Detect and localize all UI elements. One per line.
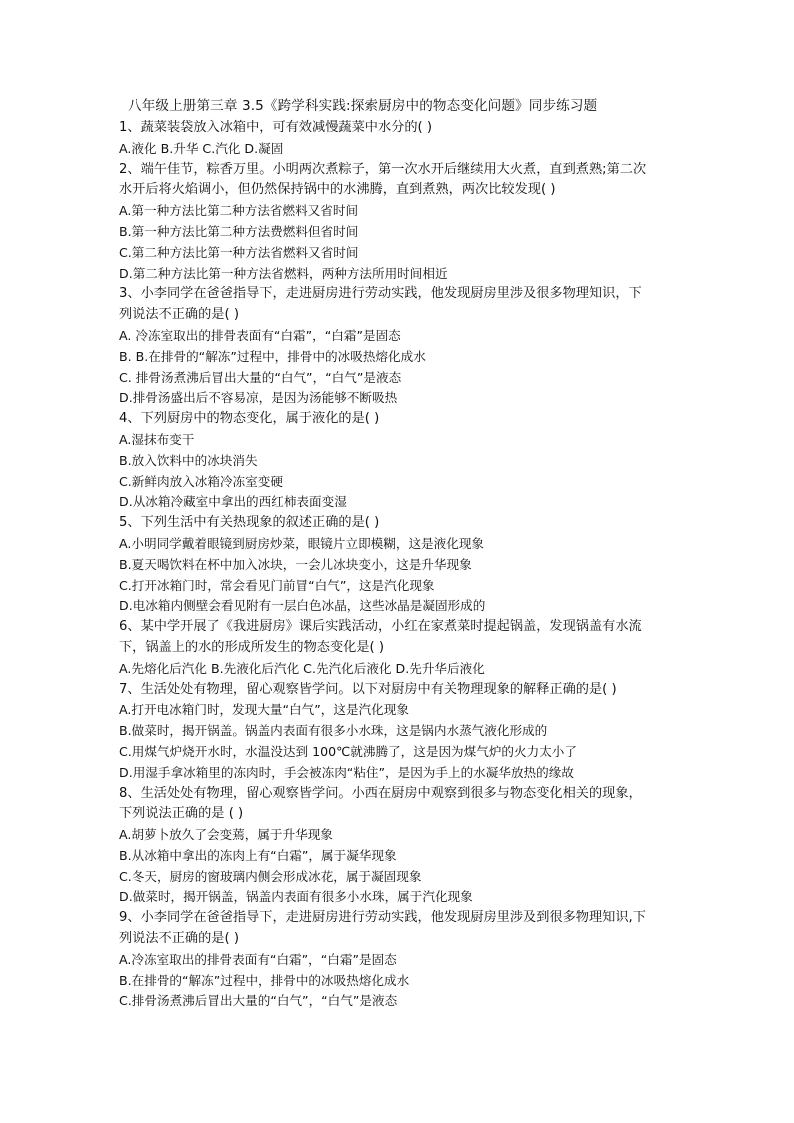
question-8-option-d: D.做菜时，揭开锅盖，锅盖内表面有很多小水珠，属于汽化现象 bbox=[119, 889, 473, 905]
question-2-option-b: B.第一种方法比第二种方法费燃料但省时间 bbox=[119, 223, 359, 239]
question-7-option-a: A.打开电冰箱门时，发现大量“白气”，这是汽化现象 bbox=[119, 702, 409, 718]
question-6-stem: 6、某中学开展了《我进厨房》课后实践活动，小红在家煮菜时提起锅盖，发现锅盖有水流 bbox=[119, 619, 642, 635]
question-9-stem-cont: 列说法不正确的是( ) bbox=[119, 931, 239, 947]
question-9-stem: 9、小李同学在爸爸指导下，走进厨房进行劳动实践，他发现厨房里涉及到很多物理知识,下 bbox=[119, 910, 646, 926]
question-8-option-b: B.从冰箱中拿出的冻肉上有“白霜”，属于凝华现象 bbox=[119, 847, 397, 863]
question-3-option-d: D.排骨汤盛出后不容易凉，是因为汤能够不断吸热 bbox=[119, 390, 398, 406]
question-5-option-d: D.电冰箱内侧壁会看见附有一层白色冰晶，这些冰晶是凝固形成的 bbox=[119, 598, 486, 614]
question-8-option-a: A.胡萝卜放久了会变蔫，属于升华现象 bbox=[119, 827, 333, 843]
question-5-option-a: A.小明同学戴着眼镜到厨房炒菜，眼镜片立即模糊，这是液化现象 bbox=[119, 535, 485, 551]
question-7-option-b: B.做菜时，揭开锅盖。锅盖内表面有很多小水珠，这是锅内水蒸气液化形成的 bbox=[119, 723, 548, 739]
question-4-option-c: C.新鲜肉放入冰箱冷冻室变硬 bbox=[119, 473, 283, 489]
question-3-stem: 3、小李同学在爸爸指导下，走进厨房进行劳动实践，他发现厨房里涉及很多物理知识，下 bbox=[119, 286, 642, 302]
question-list bbox=[119, 118, 679, 1012]
question-2-stem: 2、端午佳节，粽香万里。小明两次煮粽子，第一次水开后继续用大火煮，直到煮熟;第二次 bbox=[119, 161, 647, 177]
question-4-option-a: A.湿抹布变干 bbox=[119, 431, 195, 447]
question-3-option-b: B. B.在排骨的“解冻”过程中，排骨中的冰吸热熔化成水 bbox=[119, 348, 426, 364]
question-2-option-c: C.第二种方法比第一种方法省燃料又省时间 bbox=[119, 244, 359, 260]
question-3-option-a: A. 冷冻室取出的排骨表面有“白霜”，“白霜”是固态 bbox=[119, 327, 401, 343]
question-9-option-b: B.在排骨的“解冻”过程中，排骨中的冰吸热熔化成水 bbox=[119, 972, 410, 988]
question-5-option-c: C.打开冰箱门时，常会看见门前冒“白气”，这是汽化现象 bbox=[119, 577, 435, 593]
question-1-options: A.液化 B.升华 C.汽化 D.凝固 bbox=[119, 140, 284, 156]
question-8-option-c: C.冬天，厨房的窗玻璃内侧会形成冰花，属于凝固现象 bbox=[119, 868, 422, 884]
question-7-option-c: C.用煤气炉烧开水时，水温没达到 100℃就沸腾了，这是因为煤气炉的火力太小了 bbox=[119, 743, 577, 759]
question-1-stem: 1、蔬菜装袋放入冰箱中，可有效减慢蔬菜中水分的( ) bbox=[119, 120, 432, 135]
question-3-option-c: C. 排骨汤煮沸后冒出大量的“白气”，“白气”是液态 bbox=[119, 369, 402, 385]
question-2-option-a: A.第一种方法比第二种方法省燃料又省时间 bbox=[119, 203, 359, 219]
question-3-stem-cont: 列说法不正确的是( ) bbox=[119, 307, 239, 323]
question-7-option-d: D.用湿手拿冰箱里的冻肉时，手会被冻肉“粘住”，是因为手上的水凝华放热的缘故 bbox=[119, 764, 574, 780]
page-title: 八年级上册第三章 3.5《跨学科实践:探索厨房中的物态变化问题》同步练习题 bbox=[128, 98, 598, 114]
question-2-option-d: D.第二种方法比第一种方法省燃料，两种方法所用时间相近 bbox=[119, 265, 448, 281]
question-8-stem-cont: 下列说法正确的是 ( ) bbox=[119, 806, 244, 822]
question-5-stem: 5、下列生活中有关热现象的叙述正确的是( ) bbox=[119, 515, 380, 531]
question-2-stem-cont: 水开后将火焰调小，但仍然保持锅中的水沸腾，直到煮熟，两次比较发现( ) bbox=[119, 182, 556, 198]
question-4-option-b: B.放入饮料中的冰块消失 bbox=[119, 452, 258, 468]
question-4-option-d: D.从冰箱冷藏室中拿出的西红柿表面变湿 bbox=[119, 494, 347, 510]
question-9-option-a: A.冷冻室取出的排骨表面有“白霜”，“白霜”是固态 bbox=[119, 951, 397, 967]
question-4-stem: 4、下列厨房中的物态变化，属于液化的是( ) bbox=[119, 411, 380, 427]
question-7-stem: 7、生活处处有物理，留心观察皆学问。以下对厨房中有关物理现象的解释正确的是( ) bbox=[119, 681, 617, 697]
question-9-option-c: C.排骨汤煮沸后冒出大量的“白气”，“白气”是液态 bbox=[119, 993, 398, 1009]
question-8-stem: 8、生活处处有物理，留心观察皆学问。小西在厨房中观察到很多与物态变化相关的现象， bbox=[119, 785, 642, 801]
question-6-stem-cont: 下，锅盖上的水的形成所发生的物态变化是( ) bbox=[119, 639, 385, 655]
question-6-options: A.先熔化后汽化 B.先液化后汽化 C.先汽化后液化 D.先升华后液化 bbox=[119, 660, 485, 676]
question-5-option-b: B.夏天喝饮料在杯中加入冰块，一会儿冰块变小，这是升华现象 bbox=[119, 556, 472, 572]
